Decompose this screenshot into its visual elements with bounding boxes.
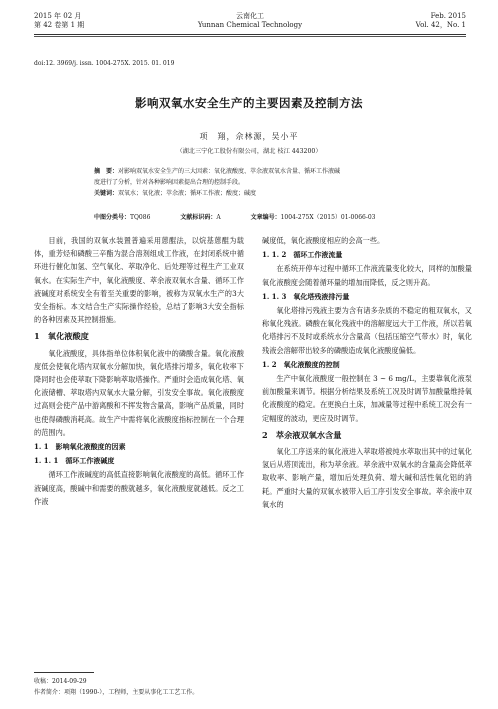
subsection-heading-1-1: 1. 1 影响氧化液酸度的因素 <box>34 442 126 452</box>
doc-code-label: 文献标识码： <box>180 214 217 221</box>
subsection-heading-1-2: 1. 2 氧化液酸度的控制 <box>262 359 340 369</box>
abstract-text-1: 对影响双氧水安全生产的三大因素：氧化液酸度、萃余液双氧水含量、循环工作液碱 <box>118 168 341 175</box>
article-no-label: 文章编号： <box>250 214 281 221</box>
keywords-label: 关键词： <box>94 190 119 197</box>
keywords-line <box>94 188 412 199</box>
header-volume-en: Vol. 42，No. 1 <box>415 21 466 29</box>
clc-label: 中图分类号： <box>94 214 131 221</box>
abstract-label: 摘 要： <box>94 168 119 175</box>
doc-code-field <box>180 214 234 221</box>
header-date-en: Feb. 2015 <box>430 12 466 20</box>
header-right <box>416 12 466 30</box>
subsection-heading-1-1-1: 1. 1. 1 循环工作液碱度 <box>34 456 115 466</box>
section-1-paragraph: 氧化液酸度，具体指单位体积氧化液中的磷酸含量。氧化液酸度低会使氧化塔内双氧水分解加快，氧化塔排污增多，氧化收率下降同时也会使萃取下降影响萃取塔操作。严重时会造成氧化塔、氧化液储槽、萃取塔内双氧水大量分解，引发安全事故。氧化液酸度过高则会使产品中游离酸和不挥发物含量高，影响产品质量，同时也使得磷酸消耗高。故生产中需将氧化液酸度指标控制在一个合理的范围内。 <box>34 348 244 437</box>
section-heading-2: 2 萃余液双氧水含量 <box>262 429 342 440</box>
running-header <box>34 12 466 46</box>
article-no-value: 1004-275X（2015）01-0066-03 <box>280 214 376 221</box>
subsection-heading-1-1-3: 1. 1. 3 氧化塔残液排污量 <box>262 291 350 301</box>
keywords-text: 双氧水；氧化液；萃余液；循环工作液；酸度；碱度 <box>118 190 257 197</box>
doc-code-value: A <box>216 214 221 221</box>
clc-value: TQ086 <box>130 214 151 221</box>
footnote-rule <box>34 672 94 673</box>
subsection-1-1-3-paragraph: 氧化塔排污残液主要为含有诸多杂质的不稳定的粗双氧水，又称氧化残液。磷酸在氧化残液中的溶解度远大于工作液，所以若氧化塔排污不及时或系统水分含量高（包括压缩空气带水）时，氧化残液会溶解带出较多的磷酸造成氧化液酸度偏低。 <box>262 306 472 355</box>
author-intro: 作者简介：项翔（1990-），工程师，主要从事化工工艺工作。 <box>34 689 199 696</box>
paper-title: 影响双氧水安全生产的主要因素及控制方法 <box>135 96 363 110</box>
abstract-block <box>94 166 412 199</box>
authors: 项 翔，佘林源，吴小平 <box>199 132 299 141</box>
journal-name-en: Yunnan Chemical Technology <box>197 21 303 29</box>
abstract-line-1 <box>94 166 412 177</box>
header-rule <box>34 34 466 35</box>
section-2-paragraph: 氧化工序送来的氧化液进入萃取塔被纯水萃取出其中的过氧化氢后从塔顶流出，称为萃余液。萃余液中双氧水的含量高会降低萃取收率、影响产量，增加后处理负荷、增大碱和活性氧化铝的消耗。严重时大量的双氧水被带入后工序引发安全事故。萃余液中双氧水的 <box>262 447 472 509</box>
right-column <box>262 234 472 511</box>
subsection-heading-1-1-2: 1. 1. 2 循环工作液流量 <box>262 250 343 260</box>
section-heading-1: 1 氧化液酸度 <box>34 331 89 342</box>
left-column <box>34 234 244 508</box>
continued-paragraph: 碱度低，氧化液酸度相应的会高一些。 <box>262 236 385 245</box>
received-date: 收稿：2014-09-29 <box>34 678 87 685</box>
header-date: 2015 年 02 月 <box>34 12 82 20</box>
header-volume: 第 42 卷第 1 期 <box>34 21 85 29</box>
article-no-field <box>251 214 390 221</box>
subsection-1-1-2-paragraph: 在系统开停车过程中循环工作液流量变化较大，同样的加酸量氧化液酸度会随着循环量的增加而降低，反之则升高。 <box>262 264 472 287</box>
footnote <box>34 676 198 698</box>
classification-line <box>94 212 434 221</box>
subsection-1-2-paragraph: 生产中氧化液酸度一般控制在 3 ~ 6 mg/L，主要靠氧化液泵前加酸量来调节。根据分析结果及系统工况及时调节加酸量维持氧化液酸度的稳定。在更换白土床，加减量等过程中系统工况会有一定幅度的波动，更应及时调节。 <box>262 374 472 423</box>
journal-name-cn: 云南化工 <box>236 12 264 20</box>
header-rule-thin <box>34 36 466 37</box>
affiliation: （湖北三宁化工股份有限公司，湖北 枝江 443200） <box>176 148 322 155</box>
abstract-line-2: 度进行了分析，针对各种影响因素提出合理的控制手段。 <box>94 179 245 186</box>
intro-paragraph: 目前，我国的双氧水装置普遍采用蒽醌法，以烷基蒽醌为载体，重芳烃和磷酸三辛酯为混合溶剂组成工作液，在封闭系统中循环进行催化加氢、空气氧化、萃取净化、后处理等过程生产工业双氧水。在实际生产中，氧化液酸度、萃余液双氧水含量、循环工作液碱度对系统安全有着至关重要的影响，被称为双氧水生产的3大安全指标。本文结合生产实际操作经验，总结了影响3大安全指标的各种因素及其控制措施。 <box>34 236 244 325</box>
subsection-1-1-1-paragraph: 循环工作液碱度的高低直接影响氧化液酸度的高低。循环工作液碱度高，酸碱中和需要的酸就越多，氧化液酸度就越低。反之工作液 <box>34 470 244 506</box>
header-center <box>34 12 466 30</box>
doi: doi:12. 3969/j. issn. 1004-275X. 2015. 01. 019 <box>34 60 175 67</box>
clc-field <box>94 214 164 221</box>
